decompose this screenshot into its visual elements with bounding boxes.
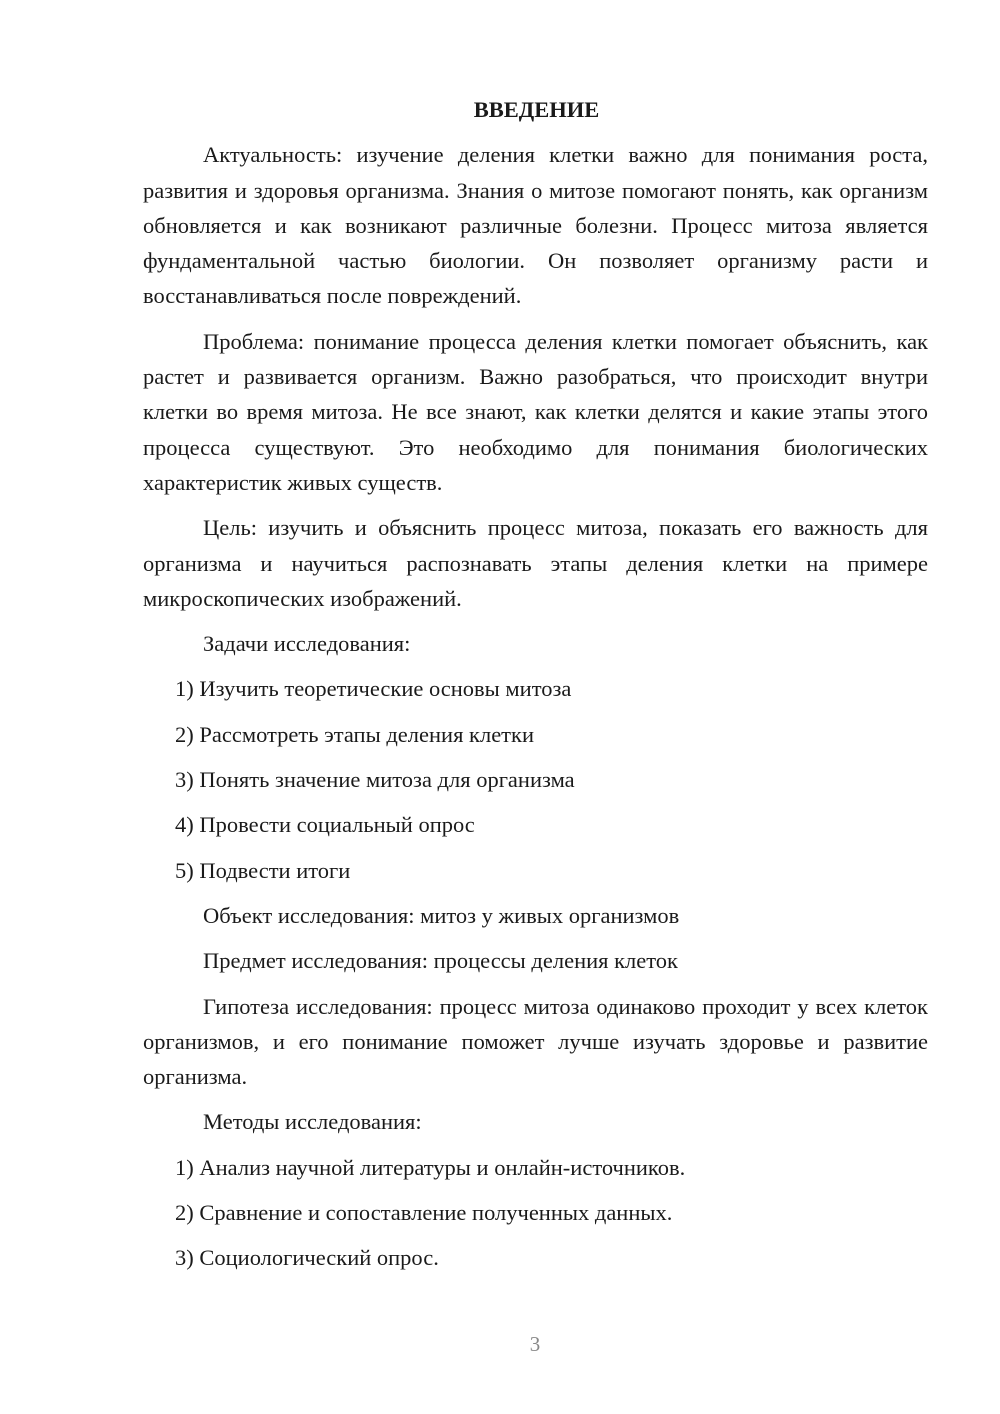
tasks-label: Задачи исследования: (203, 631, 411, 657)
methods-label: Методы исследования: (203, 1109, 422, 1135)
page-number: 3 (529, 1332, 541, 1356)
section-title: ВВЕДЕНИЕ (473, 97, 600, 122)
task-item: 5) Подвести итоги (175, 857, 351, 883)
problem-paragraph: Проблема: понимание процесса деления клетки помогает объяснить, как растет и развивается организм. Важно разобраться, что происходит внутри клетки во время митоза. Не все знают, как клетки делятся и какие этапы этого процесса существуют. Это необходимо для понимания биологических характеристик живых существ. (143, 328, 928, 495)
task-item: 2) Рассмотреть этапы деления клетки (175, 721, 534, 747)
tasks-list (143, 671, 928, 887)
research-subject: Предмет исследования: процессы деления клеток (203, 948, 678, 974)
methods-list (143, 1150, 928, 1276)
method-item: 3) Социологический опрос. (175, 1245, 439, 1271)
hypothesis-paragraph: Гипотеза исследования: процесс митоза одинаково проходит у всех клеток организмов, и его понимание поможет лучше изучать здоровье и развитие организма. (143, 993, 928, 1090)
task-item: 3) Понять значение митоза для организма (175, 767, 575, 793)
document-page (143, 92, 928, 1286)
goal-paragraph: Цель: изучить и объяснить процесс митоза, показать его важность для организма и научиться распознавать этапы деления клетки на примере микроскопических изображений. (143, 515, 928, 611)
method-item: 2) Сравнение и сопоставление полученных данных. (175, 1200, 673, 1226)
task-item: 1) Изучить теоретические основы митоза (175, 676, 572, 702)
relevance-paragraph: Актуальность: изучение деления клетки важно для понимания роста, развития и здоровья организма. Знания о митозе помогают понять, как организм обновляется и как возникают различные болезни. Процесс митоза является фундаментальной частью биологии. Он позволяет организму расти и восстанавливаться после повреждений. (143, 142, 928, 309)
task-item: 4) Провести социальный опрос (175, 812, 475, 838)
method-item: 1) Анализ научной литературы и онлайн-источников. (175, 1154, 686, 1180)
research-object: Объект исследования: митоз у живых организмов (203, 902, 680, 928)
